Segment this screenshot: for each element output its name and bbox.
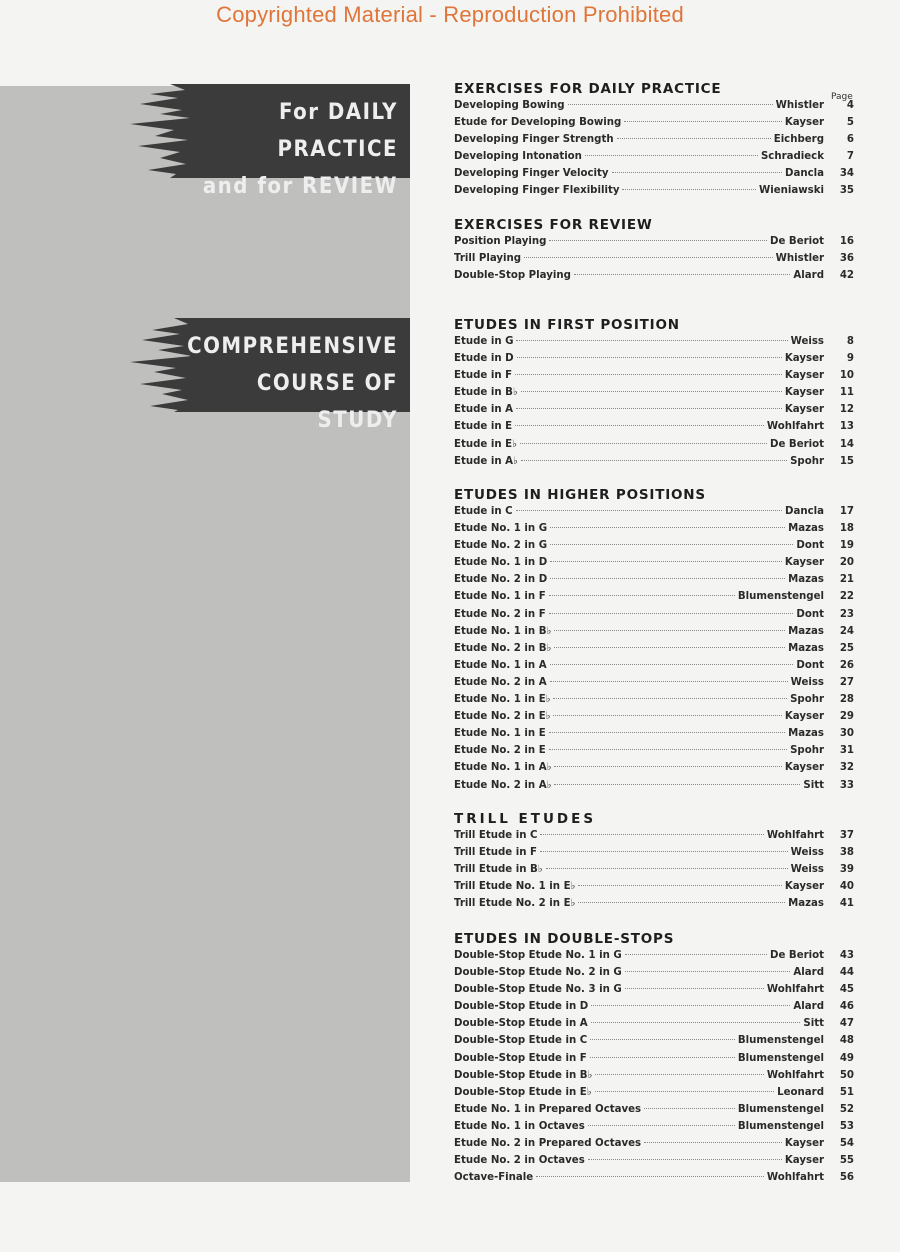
entry-page-number: 54 [839,1138,854,1150]
section-title: EXERCISES FOR DAILY PRACTICE [454,81,722,97]
toc-entry [454,660,854,677]
entry-title: Double-Stop Etude in A [454,1018,588,1030]
entry-composer: Kayser [784,762,824,774]
entry-page-number: 49 [839,1052,854,1064]
dot-leader [625,971,791,972]
dot-leader [554,630,785,631]
entry-title: Etude No. 2 in E♭ [454,711,551,723]
dot-leader [536,1176,764,1177]
entry-title: Etude No. 2 in G [454,540,548,552]
course-banner-line1: COMPREHENSIVE [187,334,398,359]
entry-composer: Blumenstengel [737,591,824,603]
toc-entry [454,387,854,404]
entry-page-number: 8 [846,336,854,347]
toc-entry [454,967,854,984]
toc-entry [454,591,854,608]
dot-leader [574,274,791,275]
entry-composer: Kayser [784,1138,824,1150]
toc-entry [454,236,854,253]
section-title: TRILL ETUDES [454,811,597,827]
entry-title: Double-Stop Etude in E♭ [454,1086,592,1098]
entry-page-number: 18 [839,523,854,535]
entry-page-number: 30 [839,728,854,740]
toc-entry [454,847,854,864]
entry-title: Double-Stop Etude in F [454,1052,587,1064]
entry-composer: Sitt [803,779,824,791]
toc-section [454,214,854,287]
section-title: ETUDES IN FIRST POSITION [454,317,680,333]
entry-composer: Blumenstengel [737,1120,824,1132]
entry-title: Etude in B♭ [454,387,518,399]
entry-composer: Kayser [784,404,824,416]
entry-page-number: 14 [839,438,854,450]
entry-page-number: 13 [839,421,854,433]
toc-entry [454,523,854,540]
dot-leader [625,988,764,989]
toc-entry [454,336,854,353]
toc-entry [454,117,854,134]
entry-composer: Mazas [788,574,824,586]
dot-leader [517,357,782,358]
entry-page-number: 50 [839,1069,854,1081]
entry-page-number: 12 [839,404,854,416]
dot-leader [578,885,782,886]
dot-leader [549,732,785,733]
entry-title: Etude No. 2 in B♭ [454,642,552,654]
entry-composer: Alard [793,270,824,282]
dot-leader [553,715,781,716]
entry-composer: De Beriot [770,438,824,450]
section-title: ETUDES IN HIGHER POSITIONS [454,487,706,503]
entry-page-number: 4 [846,100,854,111]
entry-title: Etude No. 1 in A♭ [454,762,552,774]
entry-title: Etude No. 2 in D [454,574,548,586]
entry-title: Etude No. 1 in D [454,557,548,569]
dot-leader [595,1074,764,1075]
dot-leader [540,834,763,835]
dot-leader [591,1022,801,1023]
dot-leader [549,595,735,596]
entry-page-number: 27 [839,676,854,688]
dot-leader [549,240,767,241]
entry-title: Etude No. 2 in E [454,745,546,757]
entry-page-number: 46 [839,1001,854,1013]
dot-leader [554,647,785,648]
grey-side-panel [0,86,410,1182]
entry-title: Etude No. 2 in F [454,608,546,620]
toc-entry [454,950,854,967]
dot-leader [568,104,773,105]
entry-page-number: 25 [839,642,854,654]
dot-leader [588,1159,782,1160]
dot-leader [546,868,788,869]
entry-page-number: 38 [839,847,854,859]
entry-page-number: 24 [839,625,854,637]
entry-title: Double-Stop Etude in C [454,1035,588,1047]
toc-entry [454,253,854,270]
entry-composer: Dont [796,608,824,620]
dot-leader [516,340,787,341]
toc-entry [454,609,854,626]
entry-title: Etude in C [454,506,513,517]
toc-entry [454,185,854,202]
entry-page-number: 41 [839,898,854,910]
entry-title: Etude No. 2 in Octaves [454,1155,585,1167]
section-title: ETUDES IN DOUBLE-STOPS [454,931,675,947]
dot-leader [515,374,782,375]
toc-entry [454,270,854,287]
toc-entry [454,421,854,438]
dot-leader [550,664,794,665]
entry-page-number: 35 [839,185,854,197]
entry-title: Etude No. 1 in A [454,659,547,671]
entry-composer: Wohlfahrt [766,830,824,841]
dot-leader [578,902,785,903]
entry-composer: Mazas [788,642,824,654]
entry-page-number: 23 [839,608,854,620]
entry-composer: Eichberg [773,134,824,146]
entry-page-number: 20 [839,557,854,569]
entry-page-number: 52 [839,1103,854,1115]
entry-title: Etude No. 1 in E♭ [454,694,551,706]
entry-title: Developing Finger Velocity [454,168,609,180]
toc-section [454,808,854,915]
entry-title: Double-Stop Etude in B♭ [454,1069,593,1081]
entry-page-number: 29 [839,711,854,723]
toc-entry [454,1104,854,1121]
dot-leader [550,544,793,545]
toc-entry [454,898,854,915]
toc-entry [454,1121,854,1138]
entry-page-number: 16 [839,236,854,247]
entry-title: Etude No. 2 in A♭ [454,779,552,791]
entry-composer: Kayser [784,387,824,399]
entry-page-number: 53 [839,1120,854,1132]
entry-title: Trill Etude No. 1 in E♭ [454,881,576,893]
toc-entry [454,100,854,117]
entry-composer: Wohlfahrt [766,1069,824,1081]
dot-leader [595,1091,775,1092]
toc-section [454,484,854,797]
toc-entry [454,780,854,797]
entry-page-number: 47 [839,1018,854,1030]
entry-composer: Kayser [784,1155,824,1167]
toc-entry [454,370,854,387]
entry-composer: Blumenstengel [737,1035,824,1047]
toc-entry [454,151,854,168]
dot-leader [549,749,787,750]
dot-leader [540,851,788,852]
copyright-watermark: Copyrighted Material - Reproduction Prohibited [216,2,684,27]
entry-page-number: 39 [839,864,854,876]
entry-composer: Mazas [788,728,824,740]
dot-leader [550,561,782,562]
entry-title: Etude No. 1 in E [454,728,546,740]
dot-leader [590,1039,735,1040]
entry-title: Developing Bowing [454,100,565,111]
entry-composer: Kayser [784,557,824,569]
entry-page-number: 33 [839,779,854,791]
daily-practice-banner [190,84,410,199]
entry-composer: Wohlfahrt [766,984,824,996]
entry-composer: Alard [793,967,824,979]
toc-entry [454,134,854,151]
entry-page-number: 5 [846,117,854,129]
toc-entry [454,456,854,473]
entry-page-number: 37 [839,830,854,841]
entry-composer: Wieniawski [758,185,824,197]
toc-entry [454,1087,854,1104]
dot-leader [612,172,782,173]
entry-title: Etude No. 1 in F [454,591,546,603]
dot-leader [554,784,800,785]
dot-leader [617,138,771,139]
toc-section [454,928,854,1189]
entry-page-number: 15 [839,455,854,467]
toc-entry [454,168,854,185]
entry-page-number: 31 [839,745,854,757]
dot-leader [515,425,764,426]
dot-leader [591,1005,790,1006]
dot-leader [624,121,782,122]
entry-title: Double-Stop Etude No. 3 in G [454,984,622,996]
toc-entry [454,574,854,591]
entry-page-number: 7 [846,151,854,163]
entry-title: Etude No. 2 in Prepared Octaves [454,1138,642,1150]
entry-composer: Mazas [788,898,824,910]
entry-title: Etude in G [454,336,514,347]
toc-entry [454,1172,854,1189]
toc-entry [454,1001,854,1018]
entry-page-number: 34 [839,168,854,180]
entry-title: Trill Etude No. 2 in E♭ [454,898,576,910]
entry-title: Etude for Developing Bowing [454,117,622,129]
dot-leader [521,391,782,392]
dot-leader [550,578,785,579]
entry-title: Position Playing [454,236,547,247]
toc-entry [454,1155,854,1172]
entry-page-number: 45 [839,984,854,996]
entry-composer: Dancla [785,168,824,180]
entry-title: Double-Stop Etude No. 1 in G [454,950,622,961]
dot-leader [550,527,785,528]
dot-leader [588,1125,735,1126]
entry-page-number: 11 [839,387,854,399]
entry-page-number: 32 [839,762,854,774]
dot-leader [549,613,794,614]
entry-composer: Dancla [785,506,824,517]
entry-composer: Wohlfahrt [766,1172,824,1184]
entry-title: Etude in D [454,353,514,365]
dot-leader [520,443,767,444]
entry-page-number: 28 [839,694,854,706]
toc-entry [454,677,854,694]
entry-page-number: 36 [839,253,854,265]
toc-entry [454,762,854,779]
entry-page-number: 26 [839,659,854,671]
entry-page-number: 10 [839,370,854,382]
toc-entry [454,506,854,523]
toc-entry [454,439,854,456]
entry-title: Trill Playing [454,253,522,265]
entry-title: Etude in A♭ [454,455,518,467]
entry-page-number: 51 [839,1086,854,1098]
dot-leader [524,257,773,258]
entry-composer: Kayser [784,881,824,893]
entry-title: Etude No. 1 in G [454,523,548,535]
entry-page-number: 17 [839,506,854,517]
dot-leader [553,698,787,699]
entry-composer: Mazas [788,625,824,637]
entry-composer: Wohlfahrt [766,421,824,433]
toc-entry [454,728,854,745]
toc-section [454,78,854,203]
entry-composer: Spohr [790,455,824,467]
dot-leader [625,954,767,955]
entry-page-number: 43 [839,950,854,961]
dot-leader [521,460,787,461]
entry-page-number: 19 [839,540,854,552]
entry-title: Etude No. 1 in Octaves [454,1120,585,1132]
dot-leader [550,681,788,682]
entry-composer: Whistler [775,100,824,111]
entry-composer: Dont [796,540,824,552]
toc-entry [454,745,854,762]
toc-entry [454,540,854,557]
section-title: EXERCISES FOR REVIEW [454,217,653,233]
entry-composer: Weiss [790,676,824,688]
entry-title: Etude No. 2 in A [454,676,547,688]
entry-title: Developing Finger Flexibility [454,185,620,197]
entry-page-number: 22 [839,591,854,603]
dot-leader [516,510,782,511]
toc-entry [454,711,854,728]
entry-composer: Leonard [777,1086,824,1098]
entry-composer: Dont [796,659,824,671]
toc-entry [454,984,854,1001]
toc-entry [454,557,854,574]
toc-entry [454,1053,854,1070]
entry-title: Double-Stop Etude No. 2 in G [454,967,622,979]
toc-entry [454,881,854,898]
entry-page-number: 56 [839,1172,854,1184]
entry-title: Developing Intonation [454,151,582,163]
entry-composer: Sitt [803,1018,824,1030]
course-of-study-banner [187,318,410,433]
entry-page-number: 55 [839,1155,854,1167]
dot-leader [516,408,782,409]
dot-leader [590,1057,735,1058]
entry-title: Double-Stop Playing [454,270,571,282]
course-banner-line2: COURSE OF STUDY [256,371,398,433]
dot-leader [644,1108,735,1109]
entry-title: Trill Etude in B♭ [454,864,543,876]
dot-leader [554,766,782,767]
entry-composer: Spohr [790,694,824,706]
entry-title: Trill Etude in F [454,847,537,859]
entry-title: Etude in E [454,421,513,433]
daily-banner-line2: and for REVIEW [202,174,398,199]
entry-title: Developing Finger Strength [454,134,614,146]
entry-page-number: 9 [846,353,854,365]
entry-page-number: 48 [839,1035,854,1047]
entry-composer: De Beriot [770,950,824,961]
entry-composer: Alard [793,1001,824,1013]
dot-leader [585,155,758,156]
entry-composer: Schradieck [760,151,824,163]
toc-section [454,314,854,473]
entry-composer: De Beriot [770,236,824,247]
toc-entry [454,626,854,643]
entry-title: Etude in F [454,370,513,382]
entry-title: Octave-Finale [454,1172,534,1184]
toc-entry [454,643,854,660]
entry-page-number: 21 [839,574,854,586]
entry-title: Etude No. 1 in Prepared Octaves [454,1103,642,1115]
toc-entry [454,404,854,421]
entry-composer: Kayser [784,711,824,723]
entry-composer: Kayser [784,370,824,382]
dot-leader [644,1142,782,1143]
page-column-header: Page [831,92,853,102]
entry-page-number: 42 [839,270,854,282]
entry-title: Trill Etude in C [454,830,538,841]
entry-composer: Blumenstengel [737,1052,824,1064]
entry-composer: Spohr [790,745,824,757]
toc-entry [454,694,854,711]
entry-title: Double-Stop Etude in D [454,1001,589,1013]
toc-entry [454,864,854,881]
toc-entry [454,1138,854,1155]
entry-composer: Blumenstengel [737,1103,824,1115]
toc-entry [454,1070,854,1087]
entry-composer: Weiss [790,336,824,347]
entry-composer: Mazas [788,523,824,535]
dot-leader [622,189,756,190]
toc-entry [454,830,854,847]
entry-composer: Whistler [775,253,824,265]
toc-entry [454,1035,854,1052]
entry-composer: Weiss [790,864,824,876]
toc-entry [454,353,854,370]
daily-banner-line1: For DAILY PRACTICE [277,100,398,162]
entry-title: Etude in A [454,404,514,416]
entry-page-number: 6 [846,134,854,146]
entry-title: Etude in E♭ [454,438,517,450]
entry-title: Etude No. 1 in B♭ [454,625,552,637]
entry-page-number: 44 [839,967,854,979]
entry-page-number: 40 [839,881,854,893]
entry-composer: Kayser [784,353,824,365]
entry-composer: Weiss [790,847,824,859]
entry-composer: Kayser [784,117,824,129]
toc-entry [454,1018,854,1035]
